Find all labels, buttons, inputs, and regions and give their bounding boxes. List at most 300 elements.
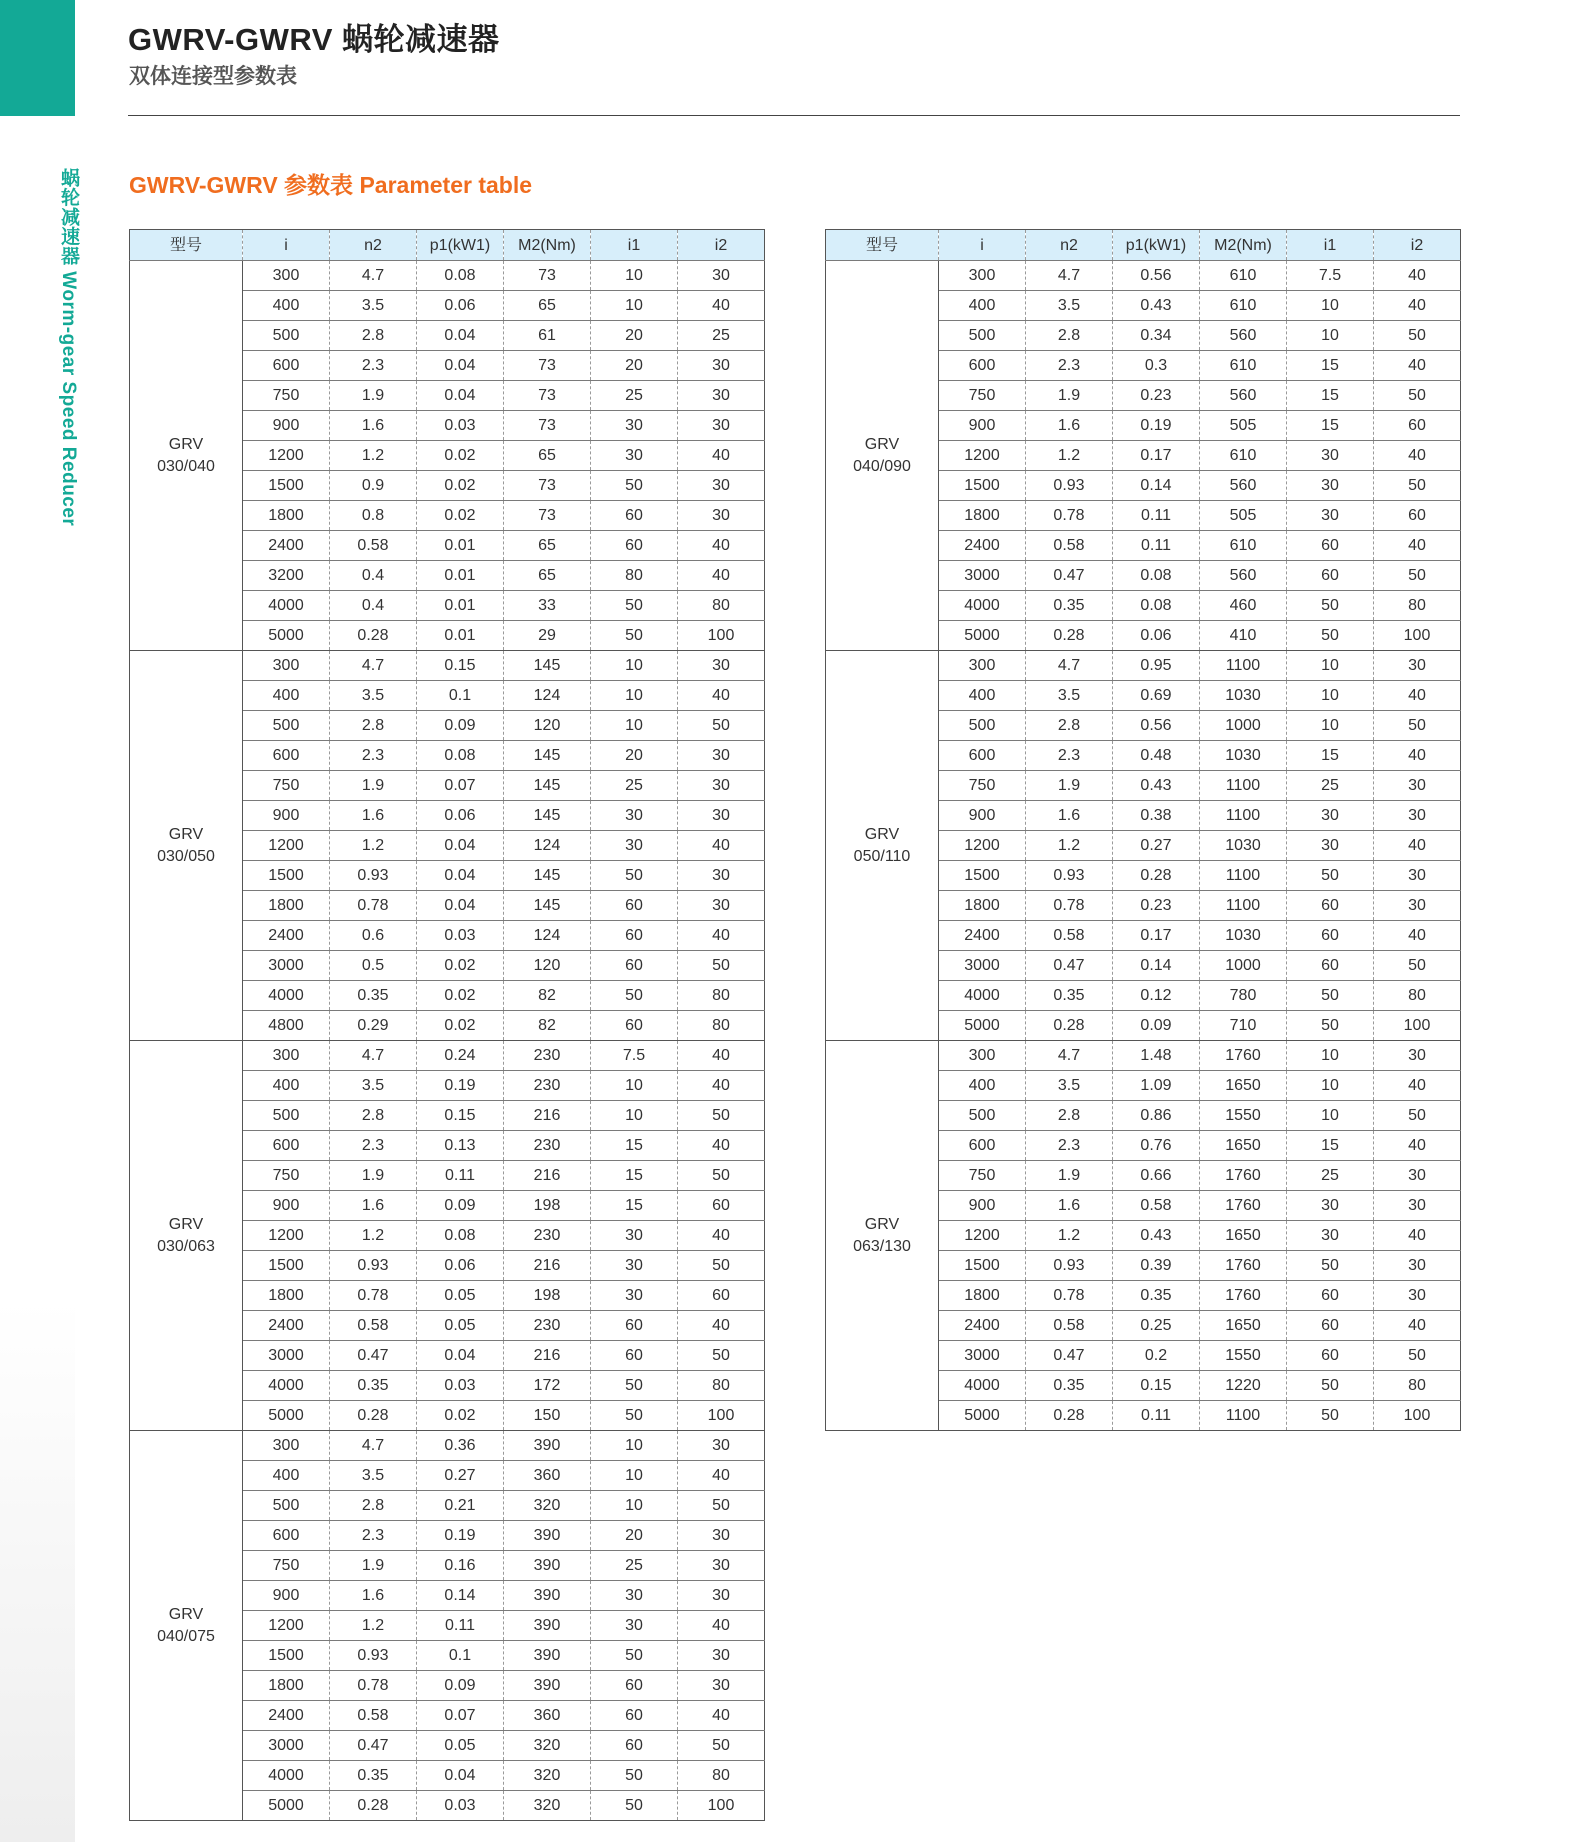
cell-i2: 50	[678, 711, 765, 741]
cell-p1: 0.06	[417, 801, 504, 831]
cell-n2: 0.28	[330, 621, 417, 651]
cell-i2: 100	[678, 1401, 765, 1431]
cell-m2: 145	[504, 651, 591, 681]
cell-n2: 2.8	[330, 1491, 417, 1521]
cell-m2: 1100	[1200, 801, 1287, 831]
cell-m2: 120	[504, 711, 591, 741]
cell-n2: 2.3	[330, 1131, 417, 1161]
cell-n2: 0.35	[1026, 981, 1113, 1011]
cell-i: 600	[939, 1131, 1026, 1161]
cell-m2: 216	[504, 1101, 591, 1131]
cell-n2: 2.8	[330, 711, 417, 741]
cell-i1: 50	[591, 1791, 678, 1821]
table-row	[826, 261, 1461, 291]
cell-i1: 60	[591, 921, 678, 951]
cell-i1: 15	[1287, 381, 1374, 411]
cell-n2: 3.5	[1026, 681, 1113, 711]
cell-i: 750	[939, 1161, 1026, 1191]
cell-i: 2400	[939, 921, 1026, 951]
header-i1: i1	[591, 230, 678, 261]
cell-i1: 30	[591, 801, 678, 831]
cell-i2: 60	[1374, 411, 1461, 441]
cell-i1: 30	[1287, 471, 1374, 501]
table-row	[826, 651, 1461, 681]
cell-i: 4000	[939, 1371, 1026, 1401]
cell-n2: 0.47	[1026, 951, 1113, 981]
cell-i: 400	[939, 291, 1026, 321]
cell-n2: 0.58	[330, 531, 417, 561]
cell-p1: 0.14	[1113, 951, 1200, 981]
cell-n2: 0.47	[1026, 1341, 1113, 1371]
cell-i2: 30	[1374, 891, 1461, 921]
cell-i2: 30	[1374, 771, 1461, 801]
cell-i: 900	[243, 801, 330, 831]
cell-m2: 73	[504, 501, 591, 531]
cell-p1: 0.23	[1113, 891, 1200, 921]
cell-n2: 2.3	[1026, 1131, 1113, 1161]
cell-i: 300	[939, 1041, 1026, 1071]
cell-i2: 40	[678, 561, 765, 591]
cell-i2: 60	[1374, 501, 1461, 531]
cell-i2: 40	[1374, 531, 1461, 561]
cell-i1: 50	[1287, 861, 1374, 891]
cell-p1: 0.02	[417, 1401, 504, 1431]
cell-i1: 50	[1287, 621, 1374, 651]
cell-i1: 60	[591, 1671, 678, 1701]
cell-p1: 0.02	[417, 471, 504, 501]
cell-i: 1200	[243, 831, 330, 861]
header-i1: i1	[1287, 230, 1374, 261]
parameter-table-left	[129, 229, 765, 1821]
cell-i1: 7.5	[591, 1041, 678, 1071]
cell-i2: 40	[1374, 921, 1461, 951]
cell-p1: 0.04	[417, 351, 504, 381]
cell-i1: 60	[1287, 531, 1374, 561]
header-i2: i2	[678, 230, 765, 261]
header-i2: i2	[1374, 230, 1461, 261]
cell-i: 300	[243, 1041, 330, 1071]
cell-i1: 25	[1287, 771, 1374, 801]
cell-m2: 610	[1200, 531, 1287, 561]
cell-m2: 198	[504, 1281, 591, 1311]
cell-i2: 80	[678, 981, 765, 1011]
cell-i1: 30	[1287, 831, 1374, 861]
cell-n2: 1.9	[1026, 771, 1113, 801]
cell-n2: 0.58	[1026, 1311, 1113, 1341]
cell-i1: 15	[591, 1161, 678, 1191]
cell-n2: 0.35	[330, 1761, 417, 1791]
cell-p1: 0.86	[1113, 1101, 1200, 1131]
cell-i: 600	[243, 351, 330, 381]
cell-i1: 50	[1287, 591, 1374, 621]
cell-n2: 2.3	[330, 351, 417, 381]
cell-p1: 0.17	[1113, 921, 1200, 951]
cell-i: 400	[243, 291, 330, 321]
cell-i: 1800	[939, 501, 1026, 531]
cell-i2: 50	[678, 1161, 765, 1191]
cell-i1: 60	[591, 1311, 678, 1341]
model-label-line: 050/110	[853, 847, 911, 865]
cell-i2: 30	[678, 741, 765, 771]
cell-p1: 0.66	[1113, 1161, 1200, 1191]
cell-p1: 1.09	[1113, 1071, 1200, 1101]
cell-p1: 0.06	[417, 1251, 504, 1281]
cell-i1: 25	[591, 1551, 678, 1581]
cell-m2: 65	[504, 441, 591, 471]
cell-i1: 15	[1287, 741, 1374, 771]
cell-i1: 15	[1287, 351, 1374, 381]
cell-i1: 10	[591, 711, 678, 741]
cell-p1: 0.04	[417, 831, 504, 861]
cell-i: 1800	[243, 891, 330, 921]
cell-n2: 2.8	[1026, 1101, 1113, 1131]
cell-i: 1200	[243, 1221, 330, 1251]
cell-n2: 0.78	[330, 1281, 417, 1311]
cell-i: 500	[939, 711, 1026, 741]
cell-i: 900	[243, 1581, 330, 1611]
cell-i: 900	[939, 411, 1026, 441]
cell-i2: 80	[1374, 1371, 1461, 1401]
cell-i1: 50	[591, 621, 678, 651]
cell-m2: 390	[504, 1551, 591, 1581]
cell-i1: 50	[1287, 981, 1374, 1011]
cell-i: 600	[939, 351, 1026, 381]
cell-n2: 0.93	[1026, 471, 1113, 501]
cell-i: 1500	[939, 861, 1026, 891]
cell-i2: 40	[678, 1071, 765, 1101]
cell-i: 500	[243, 321, 330, 351]
cell-i2: 80	[678, 1011, 765, 1041]
cell-i1: 60	[591, 531, 678, 561]
cell-m2: 65	[504, 561, 591, 591]
cell-i: 3000	[939, 951, 1026, 981]
cell-p1: 0.69	[1113, 681, 1200, 711]
model-label-line: GRV	[864, 825, 900, 843]
cell-p1: 0.02	[417, 441, 504, 471]
cell-i: 4000	[243, 1761, 330, 1791]
cell-i1: 50	[591, 1761, 678, 1791]
cell-i2: 40	[678, 441, 765, 471]
cell-n2: 2.8	[330, 321, 417, 351]
cell-p1: 0.02	[417, 981, 504, 1011]
cell-i2: 60	[678, 1191, 765, 1221]
cell-i1: 60	[1287, 561, 1374, 591]
cell-i1: 50	[591, 981, 678, 1011]
cell-i1: 20	[591, 351, 678, 381]
cell-n2: 4.7	[1026, 651, 1113, 681]
cell-p1: 0.14	[1113, 471, 1200, 501]
cell-p1: 0.1	[417, 1641, 504, 1671]
cell-i1: 10	[591, 261, 678, 291]
cell-i2: 40	[678, 831, 765, 861]
cell-i2: 30	[1374, 651, 1461, 681]
cell-i2: 50	[1374, 951, 1461, 981]
cell-m2: 1760	[1200, 1041, 1287, 1071]
cell-i1: 20	[591, 321, 678, 351]
model-label-line: GRV	[168, 1605, 204, 1623]
cell-m2: 216	[504, 1341, 591, 1371]
cell-p1: 0.04	[417, 861, 504, 891]
cell-m2: 73	[504, 411, 591, 441]
cell-i1: 10	[1287, 711, 1374, 741]
cell-p1: 0.09	[417, 711, 504, 741]
cell-i: 1500	[939, 1251, 1026, 1281]
cell-p1: 1.48	[1113, 1041, 1200, 1071]
cell-m2: 65	[504, 531, 591, 561]
cell-i: 900	[243, 1191, 330, 1221]
cell-n2: 0.78	[330, 1671, 417, 1701]
cell-i: 1500	[243, 471, 330, 501]
cell-p1: 0.43	[1113, 1221, 1200, 1251]
cell-i: 4000	[243, 981, 330, 1011]
cell-i2: 40	[678, 681, 765, 711]
cell-m2: 560	[1200, 471, 1287, 501]
cell-n2: 0.4	[330, 561, 417, 591]
cell-m2: 1650	[1200, 1311, 1287, 1341]
cell-i2: 30	[678, 651, 765, 681]
cell-i: 3000	[243, 1341, 330, 1371]
cell-m2: 124	[504, 831, 591, 861]
table-header-row	[130, 230, 765, 261]
cell-i: 400	[939, 1071, 1026, 1101]
cell-p1: 0.76	[1113, 1131, 1200, 1161]
cell-i: 1200	[939, 1221, 1026, 1251]
cell-m2: 1650	[1200, 1221, 1287, 1251]
table-body	[130, 261, 765, 1821]
cell-p1: 0.15	[417, 651, 504, 681]
cell-m2: 73	[504, 351, 591, 381]
cell-i: 4000	[243, 1371, 330, 1401]
cell-p1: 0.05	[417, 1731, 504, 1761]
cell-i1: 15	[1287, 1131, 1374, 1161]
cell-m2: 82	[504, 1011, 591, 1041]
cell-i1: 10	[1287, 651, 1374, 681]
cell-i: 600	[939, 741, 1026, 771]
cell-i: 300	[939, 261, 1026, 291]
cell-i1: 60	[1287, 1311, 1374, 1341]
cell-n2: 0.6	[330, 921, 417, 951]
cell-m2: 610	[1200, 261, 1287, 291]
cell-i: 1500	[939, 471, 1026, 501]
cell-i2: 80	[678, 1371, 765, 1401]
cell-m2: 1030	[1200, 831, 1287, 861]
model-cell	[826, 1041, 939, 1431]
cell-i1: 25	[591, 381, 678, 411]
cell-i2: 80	[678, 591, 765, 621]
model-label-line: GRV	[864, 1215, 900, 1233]
cell-m2: 1000	[1200, 711, 1287, 741]
cell-i2: 40	[678, 531, 765, 561]
cell-p1: 0.11	[417, 1611, 504, 1641]
cell-m2: 1760	[1200, 1251, 1287, 1281]
cell-n2: 2.8	[1026, 711, 1113, 741]
cell-i2: 50	[1374, 381, 1461, 411]
cell-i2: 40	[1374, 291, 1461, 321]
cell-i: 1200	[939, 441, 1026, 471]
cell-m2: 360	[504, 1701, 591, 1731]
cell-i: 1500	[243, 1641, 330, 1671]
cell-n2: 3.5	[330, 1071, 417, 1101]
model-cell	[130, 261, 243, 651]
cell-m2: 390	[504, 1611, 591, 1641]
cell-p1: 0.06	[1113, 621, 1200, 651]
cell-i1: 7.5	[1287, 261, 1374, 291]
cell-i: 300	[243, 1431, 330, 1461]
cell-n2: 1.9	[330, 771, 417, 801]
cell-m2: 390	[504, 1431, 591, 1461]
cell-n2: 1.6	[330, 411, 417, 441]
cell-m2: 198	[504, 1191, 591, 1221]
cell-n2: 1.9	[330, 1161, 417, 1191]
cell-i1: 10	[591, 1101, 678, 1131]
cell-i2: 50	[678, 1251, 765, 1281]
cell-p1: 0.19	[1113, 411, 1200, 441]
cell-n2: 2.3	[1026, 741, 1113, 771]
cell-i1: 30	[591, 1611, 678, 1641]
cell-m2: 29	[504, 621, 591, 651]
cell-i2: 50	[1374, 321, 1461, 351]
cell-n2: 2.3	[1026, 351, 1113, 381]
cell-n2: 0.29	[330, 1011, 417, 1041]
model-cell	[130, 1431, 243, 1821]
cell-i: 900	[243, 411, 330, 441]
cell-i1: 15	[591, 1191, 678, 1221]
cell-i1: 60	[591, 951, 678, 981]
cell-p1: 0.03	[417, 411, 504, 441]
cell-i1: 60	[591, 1701, 678, 1731]
cell-i1: 50	[1287, 1251, 1374, 1281]
cell-i2: 40	[678, 1041, 765, 1071]
cell-i2: 30	[678, 261, 765, 291]
cell-n2: 1.2	[330, 1221, 417, 1251]
cell-n2: 1.2	[330, 1611, 417, 1641]
cell-i: 1800	[243, 501, 330, 531]
cell-i2: 30	[678, 891, 765, 921]
cell-m2: 1030	[1200, 681, 1287, 711]
cell-p1: 0.17	[1113, 441, 1200, 471]
cell-i: 3000	[939, 561, 1026, 591]
cell-i: 3000	[243, 951, 330, 981]
cell-m2: 1100	[1200, 651, 1287, 681]
cell-i2: 40	[1374, 1071, 1461, 1101]
cell-i1: 30	[591, 411, 678, 441]
cell-m2: 1760	[1200, 1191, 1287, 1221]
cell-p1: 0.03	[417, 1371, 504, 1401]
cell-i: 500	[243, 1101, 330, 1131]
cell-p1: 0.23	[1113, 381, 1200, 411]
cell-n2: 4.7	[330, 261, 417, 291]
sidebar-vertical-title: 蜗轮减速器 Worm-gear Speed Reducer	[58, 168, 79, 527]
cell-i: 1800	[939, 1281, 1026, 1311]
cell-p1: 0.95	[1113, 651, 1200, 681]
cell-m2: 61	[504, 321, 591, 351]
cell-m2: 1220	[1200, 1371, 1287, 1401]
model-cell	[130, 1041, 243, 1431]
cell-n2: 0.93	[1026, 1251, 1113, 1281]
cell-p1: 0.19	[417, 1521, 504, 1551]
cell-m2: 124	[504, 681, 591, 711]
cell-p1: 0.07	[417, 1701, 504, 1731]
cell-p1: 0.07	[417, 771, 504, 801]
cell-n2: 0.58	[330, 1701, 417, 1731]
cell-n2: 0.47	[330, 1731, 417, 1761]
cell-p1: 0.19	[417, 1071, 504, 1101]
table-row	[130, 261, 765, 291]
cell-n2: 4.7	[330, 651, 417, 681]
cell-i2: 30	[678, 1581, 765, 1611]
cell-i: 2400	[243, 1701, 330, 1731]
cell-n2: 4.7	[1026, 261, 1113, 291]
cell-n2: 2.3	[330, 1521, 417, 1551]
cell-n2: 3.5	[330, 1461, 417, 1491]
cell-i2: 50	[1374, 1101, 1461, 1131]
cell-i: 3000	[939, 1341, 1026, 1371]
cell-i2: 30	[678, 1671, 765, 1701]
cell-i2: 50	[678, 1491, 765, 1521]
cell-i2: 100	[678, 1791, 765, 1821]
cell-n2: 0.93	[330, 1641, 417, 1671]
cell-n2: 0.78	[1026, 891, 1113, 921]
cell-i1: 15	[1287, 411, 1374, 441]
cell-m2: 780	[1200, 981, 1287, 1011]
cell-i1: 30	[1287, 441, 1374, 471]
cell-n2: 1.6	[330, 801, 417, 831]
cell-p1: 0.43	[1113, 771, 1200, 801]
cell-p1: 0.27	[417, 1461, 504, 1491]
cell-n2: 1.9	[1026, 381, 1113, 411]
cell-i: 2400	[243, 531, 330, 561]
cell-i2: 50	[1374, 711, 1461, 741]
cell-i2: 40	[678, 1311, 765, 1341]
cell-i1: 25	[1287, 1161, 1374, 1191]
cell-i: 3000	[243, 1731, 330, 1761]
cell-n2: 3.5	[330, 291, 417, 321]
cell-i2: 30	[678, 1641, 765, 1671]
cell-n2: 0.28	[1026, 1401, 1113, 1431]
cell-i2: 50	[678, 1101, 765, 1131]
cell-n2: 1.6	[1026, 801, 1113, 831]
cell-i: 300	[939, 651, 1026, 681]
cell-i2: 60	[678, 1281, 765, 1311]
header-model: 型号	[130, 230, 243, 261]
cell-i: 1800	[243, 1671, 330, 1701]
cell-m2: 145	[504, 891, 591, 921]
cell-n2: 1.6	[1026, 411, 1113, 441]
cell-n2: 4.7	[330, 1431, 417, 1461]
cell-p1: 0.24	[417, 1041, 504, 1071]
cell-i2: 50	[1374, 1341, 1461, 1371]
cell-n2: 0.78	[1026, 1281, 1113, 1311]
cell-m2: 1650	[1200, 1131, 1287, 1161]
cell-i: 1800	[939, 891, 1026, 921]
cell-n2: 0.93	[1026, 861, 1113, 891]
cell-i2: 40	[1374, 261, 1461, 291]
cell-i1: 10	[1287, 321, 1374, 351]
cell-p1: 0.09	[417, 1191, 504, 1221]
cell-i1: 30	[591, 1581, 678, 1611]
model-label-line: 030/040	[157, 457, 215, 475]
cell-m2: 33	[504, 591, 591, 621]
cell-p1: 0.1	[417, 681, 504, 711]
cell-p1: 0.01	[417, 591, 504, 621]
cell-i1: 60	[591, 1011, 678, 1041]
cell-p1: 0.2	[1113, 1341, 1200, 1371]
cell-m2: 230	[504, 1311, 591, 1341]
cell-m2: 65	[504, 291, 591, 321]
cell-i2: 40	[1374, 741, 1461, 771]
cell-i2: 100	[1374, 1011, 1461, 1041]
cell-i1: 60	[1287, 951, 1374, 981]
